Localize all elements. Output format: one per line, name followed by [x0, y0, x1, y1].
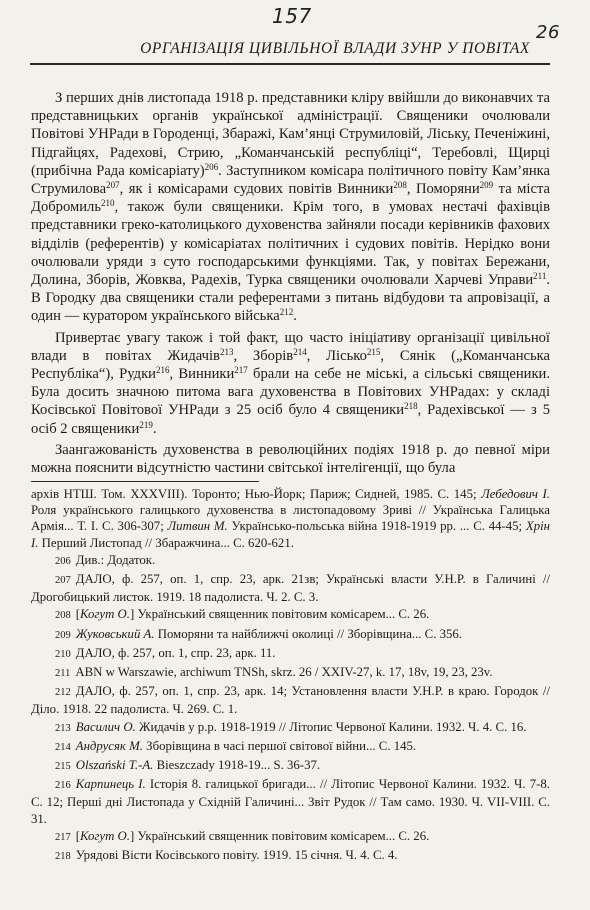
footnote-ref: 210 [100, 198, 115, 209]
footnote-ref: 211 [533, 271, 547, 282]
footnote-number: 217 [55, 831, 71, 843]
footnote-ref: 218 [404, 401, 418, 412]
text-run: Заангажованість духовенства в революційних подіях 1918 р. до певної міри можна пояснити відсутністю частини світської інтелігенції, що була [31, 441, 550, 477]
author-name: Когут О. [80, 607, 130, 622]
footnote-213 [31, 719, 550, 737]
text-run: Зборівщина в часі першої світової війни... С. 145. [142, 738, 417, 753]
footnote-separator [31, 481, 259, 482]
footnote-206 [31, 552, 550, 570]
text-run: Привертає увагу також і той факт, що часто ініціативу організації цивільної влади в повітах Жидачів [31, 329, 550, 364]
footnote-ref: 216 [155, 365, 170, 376]
text-run: Поморяни та найближчі околиці // Зборівщина... С. 356. [154, 626, 462, 641]
footnote-number: 216 [55, 780, 71, 792]
text-run: та міста Добромиль [31, 181, 550, 216]
footnote-208 [31, 606, 550, 624]
text-run: Історія 8. галицької бригади... // Літопис Червоної Калини. 1932. Ч. 7-8. С. 12; Перші дні Листопада у Східній Галичині... Звіт Рудок // Там само. 1930. Ч. VII-VIII. С. 31. [31, 777, 550, 826]
text-run: , Винники [169, 366, 235, 383]
footnotes [31, 486, 550, 866]
footnote-number: 211 [55, 668, 71, 680]
footnote-number: 207 [55, 575, 71, 587]
text-run: . [293, 308, 297, 325]
author-name: Лебедович І. [481, 487, 550, 501]
author-name: Жуковський А. [75, 626, 155, 641]
footnote-ref: 214 [293, 346, 307, 357]
footnote-ref: 212 [279, 307, 294, 318]
footnote-211 [31, 664, 550, 682]
text-run: , Поморяни [406, 181, 480, 198]
text-run: Роля українського галицького духовенства в листопадовому Зриві // Українська Галицька Армія... Т. І. С. 306-307; [31, 503, 550, 534]
text-run: . [152, 420, 157, 437]
text-run: , Радехівської — з 5 осіб 2 священики [31, 402, 550, 437]
text-run: брали на себе не міські, а сільські священики. Була досить значною питома вага духовенства в Повітових УНРадах: у складі Косівської Повітової УНРади з 25 осіб було 4 священики [31, 366, 550, 419]
text-run: , Зборів [233, 347, 294, 364]
footnote-number: 209 [55, 629, 71, 641]
handwritten-page-number: 157 [272, 4, 312, 28]
footnote-number: 218 [55, 851, 71, 863]
paragraph-3 [31, 441, 550, 477]
footnote-ref: 209 [479, 180, 494, 191]
text-run: . В Городку два священики стали референтами з питань відбудови та апровізації, а один — куратором українського війська [31, 272, 550, 325]
footnote-number: 214 [55, 741, 71, 753]
footnote-ref: 206 [204, 161, 219, 172]
footnote-number: 208 [55, 610, 71, 622]
paragraph-2 [31, 329, 550, 438]
author-name: Когут О. [80, 828, 130, 843]
text-run: Урядові Вісти Косівського повіту. 1919. 15 січня. Ч. 4. С. 4. [75, 848, 398, 863]
footnote-ref: 219 [139, 419, 153, 430]
footnote-ref: 215 [366, 346, 381, 357]
text-run: Bieszczady 1918-19... S. 36-37. [153, 758, 321, 773]
text-run: . Заступником комісара політичного повіту Кам’янка Струмилова [31, 162, 551, 198]
author-name: Карпинець І. [75, 777, 146, 792]
text-run: архів НТШ. Том. XXXVIII). Торонто; Нью-Йорк; Париж; Сидней, 1985. С. 145; [31, 487, 482, 501]
footnote-212 [31, 683, 550, 717]
footnote-218 [31, 847, 550, 865]
footnote-216 [31, 776, 550, 827]
text-run: ] Український священник повітовим комісарем... С. 26. [129, 828, 430, 843]
footnote-214 [31, 738, 550, 756]
text-run: , Лісько [306, 347, 367, 364]
author-name: Хрін І. [31, 519, 551, 550]
text-run: , також були священики. Крім того, в умовах нестачі фахівців представники греко-католицького духовенства зайняли посади керівників фахових відділів (референтів) у комісаріатах політичних і судових повітів. Нерідко вони очолювали уряди з суто господарськими функціями. Так, у повітах Бережани, Долина, Зборів, Жовква, Радехів, Турка священики очолювали Харчеві Управи [31, 199, 550, 289]
footnote-ref: 217 [234, 365, 248, 376]
footnote-ref: 213 [219, 346, 234, 357]
paragraph-1 [31, 89, 550, 326]
footnote-number: 212 [55, 687, 71, 699]
footnote-209 [31, 626, 550, 644]
text-run: З перших днів листопада 1918 р. представники кліру ввійшли до виконавчих та представницьких органів української адміністрації. Священики очолювали Повітові УНРади в Городенці, Збаражі, Кам’янці Струмиловій, Ліську, Печеніжині, Підгайцях, Радехові, Стрию, „Команчанській республіці“, Теребовлі, Щирці (прибічна Рада комісаріату) [31, 90, 550, 179]
footnote-215 [31, 757, 550, 775]
header-rule [30, 63, 550, 65]
text-run: Перший Листопад // Збаражчина... С. 620-621. [38, 535, 294, 550]
text-run: ДАЛО, ф. 257, оп. 1, спр. 23, арк. 21зв; Українські власти У.Н.Р. в Галичині // Дрогобицький листок. 1919. 18 падолиста. Ч. 2. С. 3. [31, 572, 550, 605]
footnote-210 [31, 645, 550, 663]
text-run: [ [75, 607, 81, 622]
author-name: Olszański T.-A. [75, 758, 154, 773]
footnote-number: 210 [55, 648, 71, 660]
text-run: ABN w Warszawie, archiwum TNSh, skrz. 26 / XXIV-27, k. 17, 18v, 19, 23, 23v. [75, 665, 493, 680]
text-run: ДАЛО, ф. 257, оп. 1, спр. 23, арк. 11. [75, 645, 276, 660]
text-run: , як і комісарами судових повітів Винники [119, 181, 394, 198]
text-run: Див.: Додаток. [75, 552, 156, 567]
footnote-number: 213 [55, 722, 71, 734]
text-run: , Сянік („Команчанська Республіка“), Рудки [31, 347, 550, 383]
running-head: ОРГАНІЗАЦІЯ ЦИВІЛЬНОЇ ВЛАДИ ЗУНР У ПОВІТАХ [140, 40, 530, 57]
footnote-207 [31, 571, 550, 605]
author-name: Андрусяк М. [75, 738, 143, 753]
author-name: Василич О. [75, 719, 136, 734]
text-run: Жидачів у р.р. 1918-1919 // Літопис Червоної Калини. 1932. Ч. 4. С. 16. [135, 719, 527, 734]
author-name: Литвин М. [167, 519, 228, 534]
footnote-number: 206 [55, 555, 71, 567]
text-run: Українсько-польська війна 1918-1919 рр. ... С. 44-45; [227, 519, 526, 534]
text-run: ] Український священник повітовим комісарем... С. 26. [129, 607, 430, 622]
footnote-ref: 207 [106, 180, 120, 191]
main-text [31, 89, 550, 477]
footnote-number: 215 [55, 761, 71, 773]
footnote-217 [31, 828, 550, 846]
text-run: ДАЛО, ф. 257, оп. 1, спр. 23, арк. 14; Установлення власти У.Н.Р. в краю. Городок // Діло. 1918. 22 падолиста. Ч. 269. С. 1. [31, 684, 550, 717]
footnote-ref: 208 [393, 180, 407, 191]
handwritten-corner-number: 26 [536, 22, 560, 43]
text-run: [ [75, 828, 81, 843]
footnote-continuation [31, 486, 550, 551]
